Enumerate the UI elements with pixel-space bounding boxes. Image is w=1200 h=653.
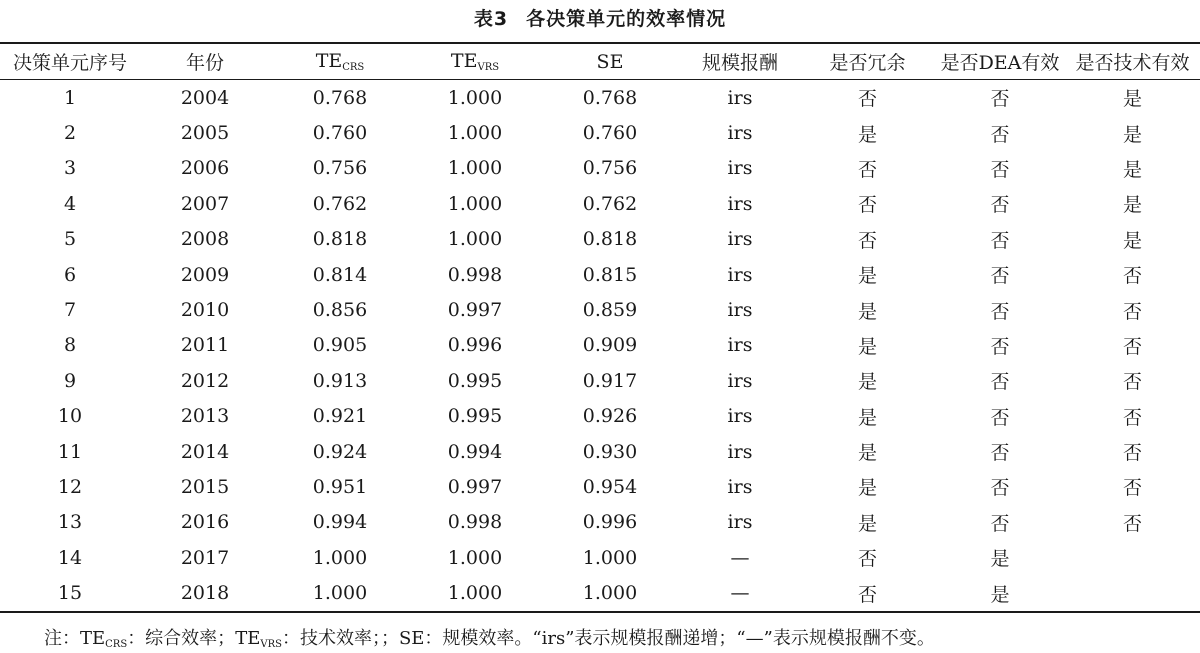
table-cell: 0.921 xyxy=(312,405,368,428)
table-cell: irs xyxy=(727,192,753,215)
column-header xyxy=(140,43,270,80)
table-cell: 0.768 xyxy=(582,86,638,109)
table-cell: 0.998 xyxy=(447,263,503,286)
table-number: 表3 xyxy=(473,8,509,30)
table-cell: 否 xyxy=(857,158,877,181)
table-cell: 0.814 xyxy=(312,263,368,286)
table-cell: 2008 xyxy=(180,228,230,251)
table-cell: 0.815 xyxy=(582,263,638,286)
table-title xyxy=(0,4,1200,31)
table-cell: 1.000 xyxy=(582,582,638,605)
table-row xyxy=(0,257,1200,292)
column-header xyxy=(800,43,935,80)
column-header-label: SE xyxy=(596,50,624,73)
column-header-label: 决策单元序号 xyxy=(12,52,127,74)
table-row xyxy=(0,222,1200,257)
table-cell: 否 xyxy=(990,371,1010,394)
table-cell: — xyxy=(730,582,750,605)
table-cell: 0.760 xyxy=(582,122,638,145)
table-cell: 0.995 xyxy=(447,405,503,428)
table-cell: 否 xyxy=(990,406,1010,429)
table-cell: 是 xyxy=(1122,123,1142,146)
table-row xyxy=(0,186,1200,221)
table-row xyxy=(0,469,1200,504)
table-cell: 否 xyxy=(1122,300,1142,323)
table-cell: 0.924 xyxy=(312,440,368,463)
column-header-subscript: CRS xyxy=(342,62,365,73)
column-header-label: 是否DEA有效 xyxy=(940,52,1060,74)
column-header xyxy=(0,43,140,80)
table-cell: 2016 xyxy=(180,511,230,534)
table-cell: 3 xyxy=(63,157,77,180)
note-te-vrs-sub: VRS xyxy=(260,639,282,650)
table-cell: 是 xyxy=(990,583,1010,606)
table-cell: 是 xyxy=(857,477,877,500)
column-header xyxy=(1065,43,1200,80)
efficiency-table xyxy=(0,42,1200,613)
column-header-label: 是否技术有效 xyxy=(1075,52,1190,74)
table-cell: irs xyxy=(727,334,753,357)
table-cell: 0.994 xyxy=(312,511,368,534)
table-cell: 0.909 xyxy=(582,334,638,357)
table-cell: 6 xyxy=(63,263,77,286)
table-cell: 否 xyxy=(990,158,1010,181)
table-cell: 否 xyxy=(990,300,1010,323)
column-header xyxy=(935,43,1065,80)
table-cell: 否 xyxy=(1122,442,1142,465)
table-cell: 0.768 xyxy=(312,86,368,109)
table-cell: 否 xyxy=(1122,512,1142,535)
table-cell: 1.000 xyxy=(447,157,503,180)
table-cell: 0.954 xyxy=(582,475,638,498)
table-cell: 否 xyxy=(857,88,877,111)
table-cell: 0.998 xyxy=(447,511,503,534)
table-cell: 是 xyxy=(990,548,1010,571)
table-cell: 0.905 xyxy=(312,334,368,357)
table-cell: 2009 xyxy=(180,263,230,286)
table-cell: 0.930 xyxy=(582,440,638,463)
table-row xyxy=(0,328,1200,363)
table-cell: 2 xyxy=(63,122,77,145)
table-cell: 12 xyxy=(57,475,83,498)
table-cell: irs xyxy=(727,86,753,109)
table-cell: irs xyxy=(727,475,753,498)
column-header-label: 规模报酬 xyxy=(701,52,778,74)
table-cell: 是 xyxy=(857,265,877,288)
table-cell: 1.000 xyxy=(447,192,503,215)
table-caption: 各决策单元的效率情况 xyxy=(526,8,727,30)
table-cell: 1.000 xyxy=(447,122,503,145)
table-cell: 7 xyxy=(63,299,77,322)
table-cell: 是 xyxy=(857,406,877,429)
table-cell: 0.951 xyxy=(312,475,368,498)
table-cell: 是 xyxy=(857,442,877,465)
table-cell: irs xyxy=(727,405,753,428)
column-header-label: 是否冗余 xyxy=(829,52,906,74)
table-cell: 2006 xyxy=(180,157,230,180)
note-te-crs-desc: ：综合效率； xyxy=(127,628,236,649)
column-header-subscript: VRS xyxy=(477,62,500,73)
table-cell: 2011 xyxy=(180,334,230,357)
column-header xyxy=(540,43,680,80)
table-cell: 8 xyxy=(63,334,77,357)
table-cell: 2014 xyxy=(180,440,230,463)
table-cell: 0.996 xyxy=(582,511,638,534)
table-cell: 否 xyxy=(1122,406,1142,429)
table-row xyxy=(0,80,1200,116)
table-cell: 否 xyxy=(990,229,1010,252)
table-body xyxy=(0,80,1200,612)
table-cell: 1.000 xyxy=(447,546,503,569)
table-cell: 11 xyxy=(57,440,83,463)
table-row xyxy=(0,151,1200,186)
table-cell: irs xyxy=(727,369,753,392)
table-cell: 2013 xyxy=(180,405,230,428)
table-note xyxy=(44,624,935,650)
table-cell: 否 xyxy=(990,442,1010,465)
table-cell: 否 xyxy=(1122,265,1142,288)
table-cell: 2005 xyxy=(180,122,230,145)
table-cell: 0.818 xyxy=(582,228,638,251)
table-cell: 2007 xyxy=(180,192,230,215)
table-cell: 是 xyxy=(1122,158,1142,181)
table-cell: 1.000 xyxy=(447,582,503,605)
table-cell: 否 xyxy=(990,265,1010,288)
table-cell xyxy=(1065,575,1200,611)
table-row xyxy=(0,505,1200,540)
table-cell: 0.994 xyxy=(447,440,503,463)
table-row xyxy=(0,434,1200,469)
note-te-vrs-main: TE xyxy=(235,628,261,649)
table-cell: 1.000 xyxy=(312,582,368,605)
note-te-crs-main: TE xyxy=(80,628,106,649)
table-cell: 否 xyxy=(857,229,877,252)
table-row xyxy=(0,292,1200,327)
table-cell: irs xyxy=(727,157,753,180)
table-cell: 否 xyxy=(857,194,877,217)
table-cell: irs xyxy=(727,299,753,322)
table-cell: 2012 xyxy=(180,369,230,392)
table-cell: 否 xyxy=(990,512,1010,535)
table-cell: 0.856 xyxy=(312,299,368,322)
table-cell: irs xyxy=(727,440,753,463)
table-cell: 0.996 xyxy=(447,334,503,357)
table-cell: 14 xyxy=(57,546,83,569)
column-header-label: 年份 xyxy=(185,52,224,74)
table-row xyxy=(0,399,1200,434)
table-cell: 2004 xyxy=(180,86,230,109)
table-cell: 0.926 xyxy=(582,405,638,428)
table-cell: 是 xyxy=(1122,88,1142,111)
table-row xyxy=(0,540,1200,575)
table-cell: 4 xyxy=(63,192,77,215)
table-cell: irs xyxy=(727,122,753,145)
table-cell: 否 xyxy=(1122,477,1142,500)
table-cell: 0.995 xyxy=(447,369,503,392)
column-header xyxy=(410,43,540,80)
column-header-label: TE xyxy=(450,50,478,72)
table-row xyxy=(0,363,1200,398)
note-te-vrs-desc: ：技术效率； xyxy=(281,628,381,649)
note-prefix: 注： xyxy=(44,628,80,649)
table-cell: 1.000 xyxy=(447,228,503,251)
table-cell: 1.000 xyxy=(447,86,503,109)
table-cell: 0.762 xyxy=(582,192,638,215)
table-cell: 否 xyxy=(1122,335,1142,358)
table-cell: 0.917 xyxy=(582,369,638,392)
table-cell: 2015 xyxy=(180,475,230,498)
column-header xyxy=(270,43,410,80)
table-cell: 1 xyxy=(63,86,77,109)
table-cell: 0.818 xyxy=(312,228,368,251)
table-cell: 1.000 xyxy=(312,546,368,569)
table-cell: irs xyxy=(727,511,753,534)
table-cell: 10 xyxy=(57,405,83,428)
table-cell xyxy=(1065,540,1200,575)
table-cell: 否 xyxy=(857,583,877,606)
table-cell: 15 xyxy=(57,582,83,605)
table-cell: 0.997 xyxy=(447,475,503,498)
table-cell: 否 xyxy=(857,548,877,571)
table-cell: 是 xyxy=(857,371,877,394)
table-cell: 否 xyxy=(990,194,1010,217)
table-cell: 5 xyxy=(63,228,77,251)
table-cell: 是 xyxy=(857,335,877,358)
table-cell: 0.762 xyxy=(312,192,368,215)
table-cell: 9 xyxy=(63,369,77,392)
table-cell: 0.997 xyxy=(447,299,503,322)
table-cell: 2010 xyxy=(180,299,230,322)
table-cell: 否 xyxy=(990,477,1010,500)
table-cell: 1.000 xyxy=(582,546,638,569)
table-cell: 是 xyxy=(1122,229,1142,252)
table-cell: 否 xyxy=(990,123,1010,146)
note-se-text: ；SE：规模效率。“irs”表示规模报酬递增；“—”表示规模报酬不变。 xyxy=(380,628,935,649)
table-cell: irs xyxy=(727,228,753,251)
table-cell: 13 xyxy=(57,511,83,534)
table-cell: 2017 xyxy=(180,546,230,569)
table-cell: 2018 xyxy=(180,582,230,605)
table-cell: — xyxy=(730,546,750,569)
table-row xyxy=(0,115,1200,150)
table-cell: irs xyxy=(727,263,753,286)
table-cell: 否 xyxy=(990,88,1010,111)
column-header xyxy=(680,43,800,80)
table-cell: 是 xyxy=(857,512,877,535)
table-cell: 是 xyxy=(1122,194,1142,217)
table-row xyxy=(0,575,1200,611)
table-cell: 0.913 xyxy=(312,369,368,392)
table-cell: 0.756 xyxy=(582,157,638,180)
table-cell: 是 xyxy=(857,123,877,146)
table-cell: 0.760 xyxy=(312,122,368,145)
table-cell: 0.859 xyxy=(582,299,638,322)
note-te-crs-sub: CRS xyxy=(105,639,128,650)
table-cell: 否 xyxy=(1122,371,1142,394)
table-cell: 是 xyxy=(857,300,877,323)
column-header-label: TE xyxy=(315,50,343,72)
table-cell: 0.756 xyxy=(312,157,368,180)
table-header-row xyxy=(0,43,1200,80)
table-cell: 否 xyxy=(990,335,1010,358)
